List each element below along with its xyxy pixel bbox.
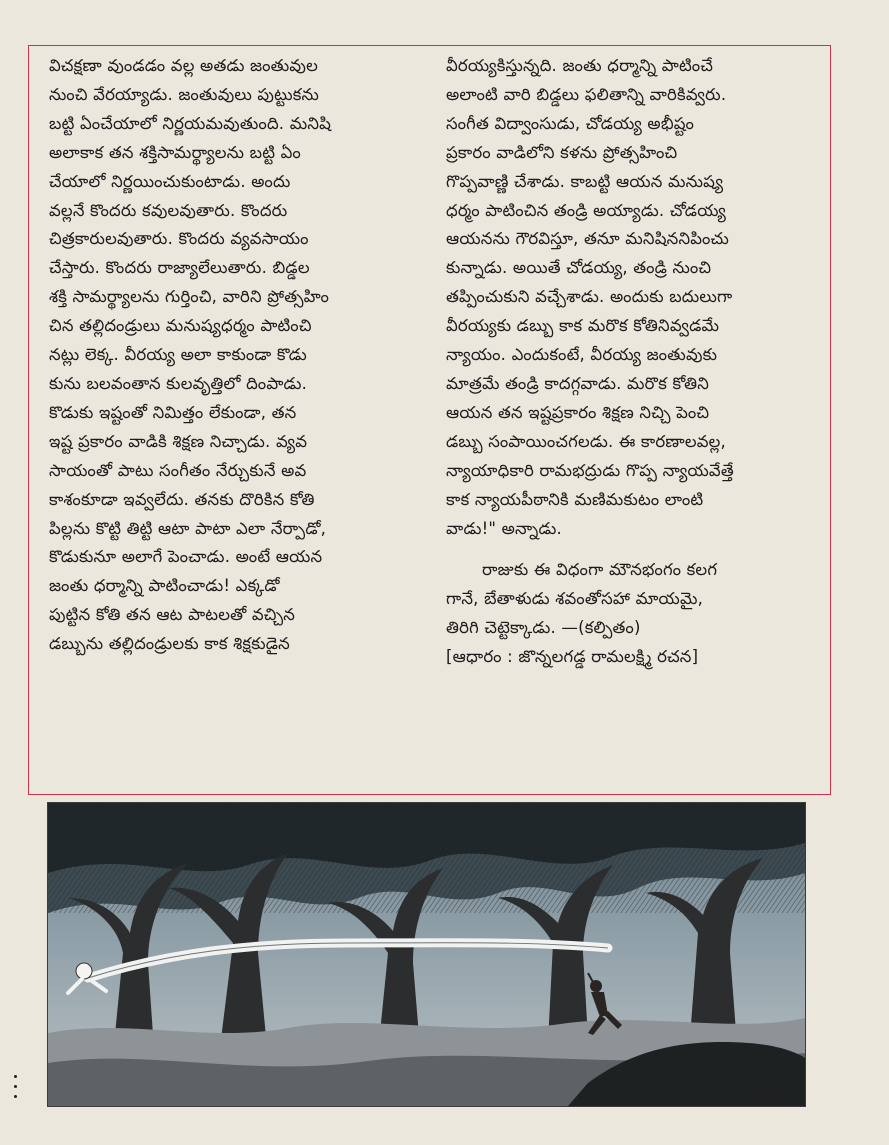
text-line: చిత్రకారులవుతారు. కొందరు వ్యవసాయం — [49, 229, 309, 249]
text-line: ప్రకారం వాడిలోని కళను ప్రోత్సహించి — [446, 142, 678, 162]
text-line: చిన తల్లిదండ్రులు మనుష్యధర్మం పాటించి — [49, 316, 312, 336]
text-line: పుట్టిన కోతి తన ఆట పాటలతో వచ్చిన — [49, 605, 296, 625]
artist-signature: Sankar — [744, 1088, 777, 1098]
text-line: ఆయనను గౌరవిస్తూ, తనూ మనిషిననిపించు — [446, 229, 729, 249]
text-line: కొడుకు ఇష్టంతో నిమిత్తం లేకుండా, తన — [49, 402, 297, 422]
text-line: తిరిగి చెట్టెక్కాడు. —(కల్పితం) — [446, 618, 641, 638]
text-line: గానే, బేతాళుడు శవంతోసహా మాయమై, — [446, 589, 704, 609]
paragraph-gap — [446, 543, 820, 556]
text-line: [ఆధారం : జొన్నలగడ్డ రామలక్ష్మి రచన] — [446, 647, 699, 667]
left-paragraph — [49, 52, 423, 659]
right-paragraph-1 — [446, 52, 820, 543]
text-line: వీరయ్యకు డబ్బు కాక మరొక కోతినివ్వడమే — [446, 316, 720, 336]
text-line: నుంచి వేరయ్యాడు. జంతువులు పుట్టుకను — [49, 84, 320, 104]
text-line: వల్లనే కొందరు కవులవుతారు. కొందరు — [49, 200, 288, 220]
text-line: పిల్లను కొట్టి తిట్టి ఆటా పాటా ఎలా నేర్పాడో, — [49, 518, 327, 538]
text-line: శక్తి సామర్థ్యాలను గుర్తించి, వారిని ప్రోత్సహిం — [49, 287, 330, 307]
text-line: మాత్రమే తండ్రి కాదగ్గవాడు. మరొక కోతిని — [446, 373, 710, 393]
text-line: కున్నాడు. అయితే చోడయ్య, తండ్రి నుంచి — [446, 258, 712, 278]
text-line: సంగీత విద్వాంసుడు, చోడయ్య అభీష్టం — [446, 113, 695, 133]
right-paragraph-2 — [446, 556, 820, 672]
text-line: రాజుకు ఈ విధంగా మౌనభంగం కలగ — [482, 560, 718, 580]
text-line: న్యాయం. ఎందుకంటే, వీరయ్య జంతువుకు — [446, 345, 718, 365]
forest-vetala-flying-icon — [48, 803, 805, 1106]
text-line: డబ్బు సంపాయించగలడు. ఈ కారణాలవల్ల, — [446, 431, 727, 451]
text-line: తప్పించుకుని వచ్చేశాడు. అందుకు బదులుగా — [446, 287, 733, 307]
text-line: సాయంతో పాటు సంగీతం నేర్చుకునే అవ — [49, 460, 307, 480]
text-line: కాశంకూడా ఇవ్వలేదు. తనకు దొరికిన కోతి — [49, 489, 315, 509]
margin-dots — [14, 1075, 18, 1105]
story-illustration — [47, 802, 806, 1107]
text-line: వాడు!" అన్నాడు. — [446, 518, 563, 538]
right-text-column — [446, 52, 820, 672]
text-line: జంతు ధర్మాన్ని పాటించాడు! ఎక్కడో — [49, 576, 280, 596]
text-line: చేస్తారు. కొందరు రాజ్యాలేలుతారు. బిడ్డల — [49, 258, 310, 278]
text-line: కొడుకునూ అలాగే పెంచాడు. అంటే ఆయన — [49, 547, 323, 567]
text-line: అలాంటి వారి బిడ్డలు ఫలితాన్ని వారికివ్వరు. — [446, 84, 727, 104]
text-line: వీరయ్యకిస్తున్నది. జంతు ధర్మాన్ని పాటించే — [446, 56, 714, 75]
text-line: కాక న్యాయపీఠానికి మణిమకుటం లాంటి — [446, 489, 704, 509]
text-line: అలాకాక తన శక్తిసామర్థ్యాలను బట్టి ఏం — [49, 142, 301, 162]
text-line: ఆయన తన ఇష్టప్రకారం శిక్షణ నిచ్చి పెంచి — [446, 402, 710, 422]
text-line: ధర్మం పాటించిన తండ్రి అయ్యాడు. చోడయ్య — [446, 200, 726, 220]
text-line: నట్లు లెక్క. వీరయ్య అలా కాకుండా కొడు — [49, 345, 307, 365]
story-text-frame — [28, 45, 831, 795]
text-line: న్యాయాధికారి రామభద్రుడు గొప్ప న్యాయవేత్తే — [446, 460, 734, 480]
text-line: విచక్షణా వుండడం వల్ల అతడు జంతువుల — [49, 56, 318, 75]
text-line: కును బలవంతాన కులవృత్తిలో దింపాడు. — [49, 373, 308, 393]
text-line: చేయాలో నిర్ణయించుకుంటాడు. అందు — [49, 171, 291, 191]
text-line: ఇష్ట ప్రకారం వాడికి శిక్షణ నిచ్చాడు. వ్యవ — [49, 431, 308, 451]
text-line: బట్టి ఏంచేయాలో నిర్ణయమవుతుంది. మనిషి — [49, 113, 332, 133]
text-line: గొప్పవాణ్ణి చేశాడు. కాబట్టి ఆయన మనుష్య — [446, 171, 724, 191]
left-text-column — [49, 52, 423, 659]
text-line: డబ్బును తల్లిదండ్రులకు కాక శిక్షకుడైన — [49, 634, 290, 654]
